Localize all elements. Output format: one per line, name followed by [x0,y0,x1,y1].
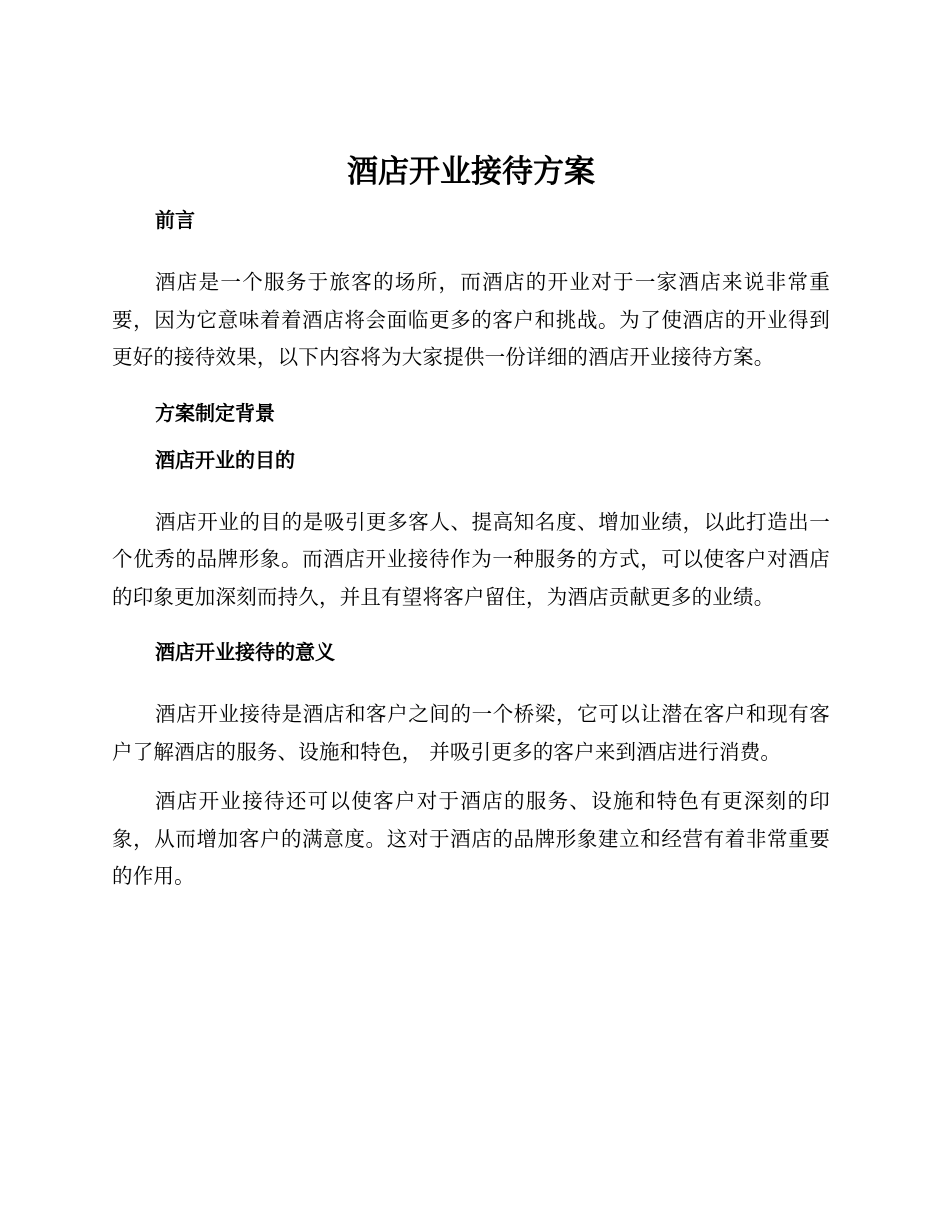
meaning-heading: 酒店开业接待的意义 [155,640,335,664]
purpose-heading: 酒店开业的目的 [155,447,295,472]
meaning-paragraph-2: 酒店开业接待还可以使客户对于酒店的服务、设施和特色有更深刻的印象，从而增加客户的满意度。这对于酒店的品牌形象建立和经营有着非常重要的作用。 [112,789,830,888]
preface-heading: 前言 [155,208,195,232]
purpose-paragraph: 酒店开业的目的是吸引更多客人、提高知名度、增加业绩，以此打造出一个优秀的品牌形象。而酒店开业接待作为一种服务的方式，可以使客户对酒店的印象更加深刻而持久，并且有望将客户留住，为酒店贡献更多的业绩。 [112,509,830,609]
meaning-paragraph-1: 酒店开业接待是酒店和客户之间的一个桥梁，它可以让潜在客户和现有客户了解酒店的服务、设施和特色， 并吸引更多的客户来到酒店进行消费。 [112,702,830,764]
preface-paragraph: 酒店是一个服务于旅客的场所，而酒店的开业对于一家酒店来说非常重要，因为它意味着着酒店将会面临更多的客户和挑战。为了使酒店的开业得到更好的接待效果，以下内容将为大家提供一份详细的酒店开业接待方案。 [112,270,830,369]
document-title: 酒店开业接待方案 [347,154,595,190]
background-heading: 方案制定背景 [155,400,275,425]
